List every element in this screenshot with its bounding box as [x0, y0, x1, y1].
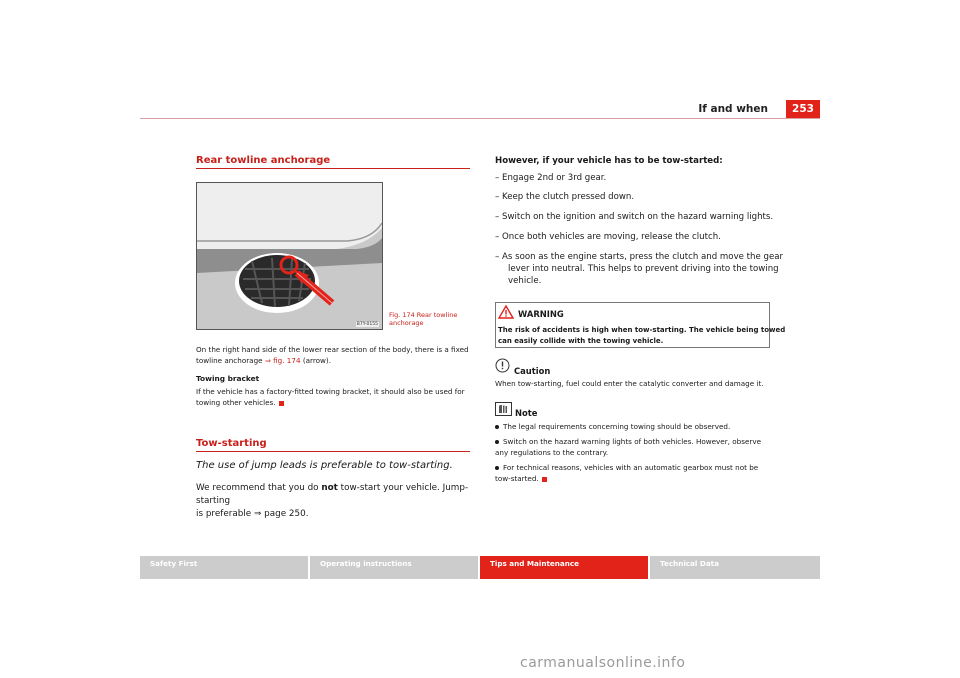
- note-list: The legal requirements concerning towing should be observed. Switch on the hazard warning lights of both vehicles. However, observe any regulations to the contrary. For technical reasons, vehicles with an automatic gearbox must not be tow-started.: [495, 421, 775, 484]
- tow-start-intro: However, if your vehicle has to be tow-started:: [495, 156, 723, 166]
- header-rule: [140, 118, 820, 119]
- footer-tab-technical-data[interactable]: Technical Data: [650, 556, 820, 579]
- caution-title: Caution: [514, 366, 551, 376]
- bullet-icon: [495, 440, 499, 444]
- watermark: carmanualsonline.info: [520, 655, 686, 671]
- paragraph-tow-starting: We recommend that you do not tow-start your vehicle. Jump-starting is preferable ⇒ page 250.: [196, 482, 486, 521]
- figure-label: B7Y-0155: [356, 322, 378, 327]
- subhead-towing-bracket: Towing bracket: [196, 374, 260, 383]
- figure-rear-towline: [196, 182, 383, 330]
- section-title-rear-towline: Rear towline anchorage: [196, 155, 331, 166]
- note-item: Switch on the hazard warning lights of both vehicles. However, observe: [495, 436, 775, 447]
- rear-bumper-illustration: [197, 183, 382, 329]
- paragraph-anchorage: On the right hand side of the lower rear section of the body, there is a fixed towline anchorage ⇒ fig. 174 (arrow).: [196, 345, 469, 365]
- note-title: Note: [515, 408, 538, 418]
- warning-title: WARNING: [518, 309, 564, 319]
- note-item: The legal requirements concerning towing should be observed.: [495, 421, 775, 432]
- footer-tab-tips-and-maintenance[interactable]: Tips and Maintenance: [480, 556, 648, 579]
- note-icon: [495, 401, 512, 420]
- footer-tab-operating-instructions[interactable]: Operating instructions: [310, 556, 478, 579]
- step-2: – Keep the clutch pressed down.: [495, 192, 635, 202]
- section-title-tow-starting: Tow-starting: [196, 438, 267, 449]
- step-4: – Once both vehicles are moving, release the clutch.: [495, 232, 721, 242]
- step-5-line3: vehicle.: [508, 276, 542, 286]
- step-5: – As soon as the engine starts, press the clutch and move the gear: [495, 252, 784, 262]
- figure-link[interactable]: ⇒ fig. 174: [264, 356, 301, 365]
- end-marker-icon: [542, 477, 547, 482]
- page-link[interactable]: is preferable ⇒ page 250.: [196, 509, 309, 519]
- step-1: – Engage 2nd or 3rd gear.: [495, 173, 607, 183]
- section-rule: [196, 451, 470, 452]
- bullet-icon: [495, 466, 499, 470]
- page-number: 253: [786, 100, 820, 118]
- warning-triangle-icon: [498, 304, 514, 323]
- warning-text: The risk of accidents is high when tow-starting. The vehicle being towed can easily collide with the towing vehicle.: [498, 326, 786, 345]
- bullet-icon: [495, 425, 499, 429]
- step-3: – Switch on the ignition and switch on the hazard warning lights.: [495, 212, 774, 222]
- caution-text: When tow-starting, fuel could enter the catalytic converter and damage it.: [495, 379, 764, 388]
- note-item: For technical reasons, vehicles with an automatic gearbox must not be: [495, 462, 775, 473]
- footer-tab-safety-first[interactable]: Safety First: [140, 556, 308, 579]
- caution-icon: [495, 358, 510, 377]
- figure-caption: Fig. 174 Rear towline anchorage: [389, 311, 458, 327]
- chapter-title: If and when: [698, 103, 768, 115]
- paragraph-towing-bracket: If the vehicle has a factory-fitted towing bracket, it should also be used for towing other vehicles.: [196, 387, 465, 407]
- section-rule: [196, 168, 470, 169]
- section-subtitle: The use of jump leads is preferable to tow-starting.: [196, 460, 453, 471]
- end-marker-icon: [279, 401, 284, 406]
- step-5-line2: lever into neutral. This helps to prevent driving into the towing: [508, 264, 779, 274]
